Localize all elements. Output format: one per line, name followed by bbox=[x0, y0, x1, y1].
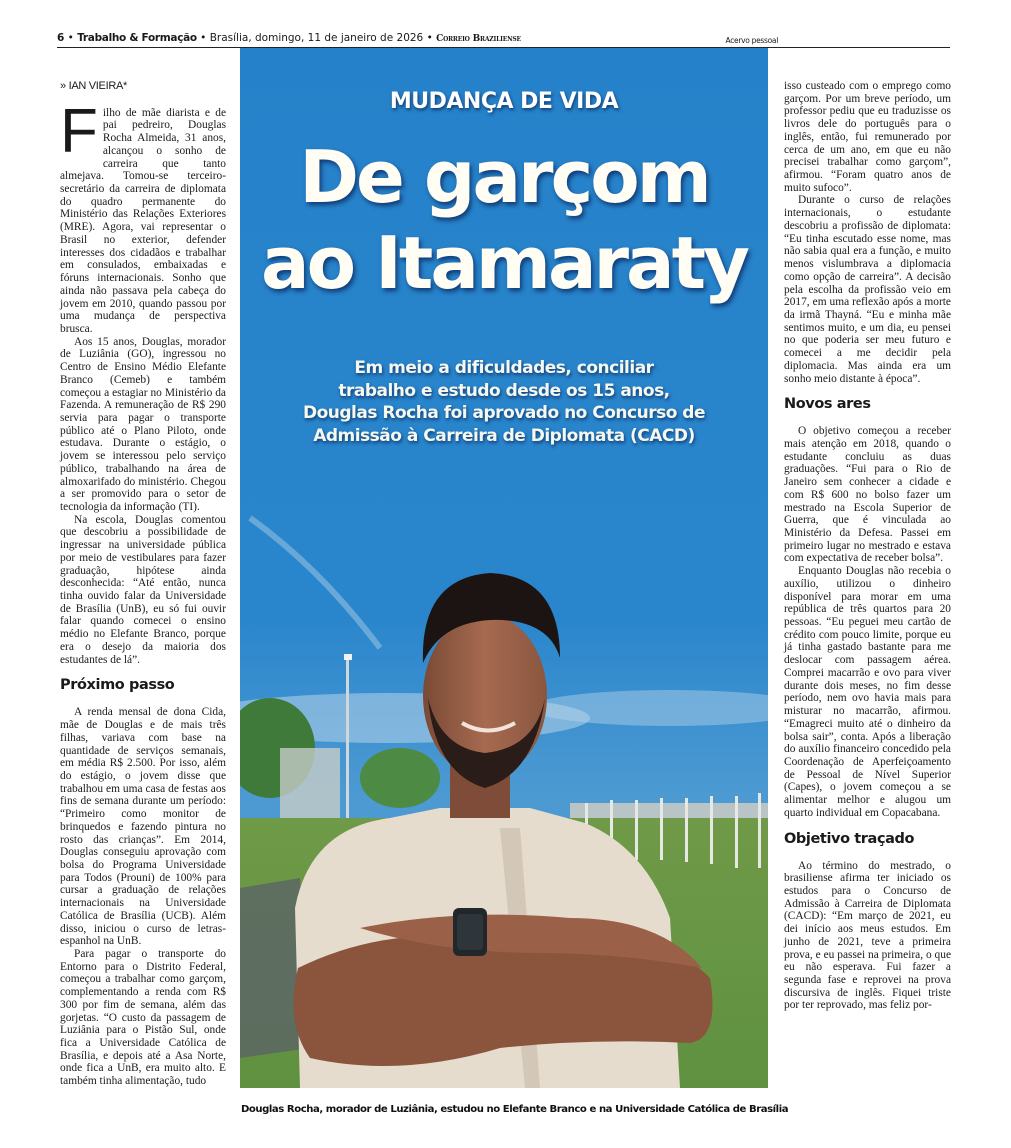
lamp-head bbox=[344, 654, 352, 660]
dek-line: Admissão à Carreira de Diplomata (CACD) bbox=[313, 425, 695, 446]
article-paragraph: isso custeado com o emprego como garçom. Por um breve período, um professor pediu que eu traduzisse os livros dele do português para o inglês, então, fui remunerado por cerca de um ano, em que eu não precisei trabalhar como garçom”, afirmou. “Foram quatro anos de muito sufoco”. bbox=[784, 80, 951, 194]
folio-bullet: • bbox=[67, 32, 74, 44]
headline bbox=[240, 134, 768, 306]
watch-screen bbox=[457, 914, 483, 950]
subhead-objetivo-tracado: Objetivo traçado bbox=[784, 830, 915, 847]
page-folio bbox=[57, 32, 950, 48]
subhead-novos-ares: Novos ares bbox=[784, 396, 871, 413]
dek-line: Douglas Rocha foi aprovado no Concurso de bbox=[302, 403, 706, 423]
article-paragraph: Aos 15 anos, Douglas, morador de Luziânia (GO), ingressou no Centro de Ensino Médio Elefante Branco (Cemeb) e também começou a estagiar no Ministério da Fazenda. A remuneração de R$ 290 servia para pagar o transporte público até o Plano Piloto, onde estudava. Durante o estágio, o jovem se interessou pelo serviço público, trabalhando na área de almoxarifado do ministério. Chegou a ser promovido para o setor de tecnologia da informação (TI). bbox=[60, 335, 226, 513]
headline-line: ao Itamaraty bbox=[261, 221, 747, 305]
kicker: MUDANÇA DE VIDA bbox=[389, 89, 619, 114]
article-paragraph: Enquanto Douglas não recebia o auxílio, utilizou o dinheiro disponível para morar em uma república de três quartos para 20 pessoas. “Eu peguei meu cartão de crédito com pouco limite, porque eu já tinha gastado bastante para me deslocar com passagem aérea. Comprei macarrão e ovo para viver durante dois meses, no fim desse período, nem ovo havia mais para misturar no macarrão, afirmou. “Emagreci muito até o dinheiro da bolsa sair”, conta. Após a liberação do auxílio financeiro concedido pela Coordenação de Aperfeiçoamento de Pessoal de Nível Superior (Capes), o jovem começou a se alimentar melhor e alugou um quarto individual em Copacabana. bbox=[784, 565, 951, 819]
article-paragraph: Durante o curso de relações internacionais, o estudante descobriu a profissão de diplomata: “Eu tinha escutado esse nome, mas não sabia qual era a função, e muito menos vislumbrava a diplomacia como opção de carreira”. A decisão pela escolha da profissão veio em 2017, em uma reflexão após a morte da irmã Thayná. “Eu e minha mãe sentimos muito, e um dia, eu pensei no que poderia ser meu futuro e comecei a me decidir pela diplomacia. Mas ainda era um sonho meio distante à época”. bbox=[784, 194, 951, 385]
lamp-post bbox=[346, 658, 349, 838]
folio-bullet: • bbox=[426, 32, 433, 44]
drop-cap: F bbox=[60, 96, 98, 166]
dek-line: Em meio a dificuldades, conciliar bbox=[354, 358, 654, 378]
subheadline-dek bbox=[240, 357, 768, 447]
page-number: 6 bbox=[57, 32, 65, 44]
article-paragraph bbox=[60, 96, 226, 336]
article-column-right bbox=[784, 80, 951, 1012]
article-paragraph: O objetivo começou a receber mais atenção em 2018, quando o estudante concluiu as duas graduações. “Fui para o Rio de Janeiro sem conhecer a cidade e com R$ 600 no bolso fazer um mestrado na Escola Superior de Guerra, que é vinculada ao Ministério da Defesa. Passei em primeiro lugar no mestrado e estava com expectativa de receber bolsa”. bbox=[784, 425, 951, 565]
article-column-left bbox=[60, 80, 226, 1088]
folio-bullet: • bbox=[200, 32, 207, 44]
article-paragraph: Para pagar o transporte do Entorno para o Distrito Federal, começou a trabalhar como garçom, complementando a renda com R$ 300 por fim de semana, além das gorjetas. “O custo da passagem de Luziânia para o Pistão Sul, onde fica a Universidade Católica de Brasília, e depois até a Asa Norte, onde fica a UnB, era muito alto. E também tinha alimentação, tudo bbox=[60, 948, 226, 1088]
photo-credit: Acervo pessoal bbox=[725, 36, 778, 45]
dek-line: trabalho e estudo desde os 15 anos, bbox=[338, 380, 670, 401]
photo-caption: Douglas Rocha, morador de Luziânia, estudou no Elefante Branco e na Universidade Católica de Brasília bbox=[241, 1104, 789, 1115]
dateline: Brasília, domingo, 11 de janeiro de 2026 bbox=[209, 32, 424, 44]
hero-photo-block bbox=[240, 48, 768, 1088]
byline: » IAN VIEIRA* bbox=[60, 80, 128, 92]
headline-line: De garçom bbox=[299, 135, 709, 219]
article-paragraph: A renda mensal de dona Cida, mãe de Douglas e de mais três filhas, variava com base na quantidade de serviços semanais, em média R$ 2.500. Por isso, além do estágio, o jovem disse que trabalhou em uma casa de festas aos fins de semana durante um período: “Primeiro como monitor de brinquedos e fazendo pintura no rosto das crianças”. Em 2014, Douglas conseguiu aprovação com bolsa do Programa Universidade para Todos (Prouni) de 100% para cursar a graduação de relações internacionais na Universidade Católica de Brasília (UCB). Além disso, iniciou o curso de letras-espanhol na UnB. bbox=[60, 706, 226, 948]
buildings bbox=[280, 748, 340, 818]
subhead-proximo-passo: Próximo passo bbox=[60, 677, 175, 694]
article-paragraph: Ao término do mestrado, o brasiliense afirma ter iniciado os estudos para o Concurso de Admissão à Carreira de Diplomata (CACD): “Em março de 2021, eu dei início aos meus estudos. Em junho de 2021, teve a primeira prova, e eu passei na primeira, o que eu não esperava. Fui fazer a segunda fase e reprovei na prova discursiva de inglês. Fiquei triste por ter reprovado, mas feliz por- bbox=[784, 859, 951, 1012]
newspaper-name: Correio Braziliense bbox=[436, 34, 521, 44]
paragraph-text: ilho de mãe diarista e de pai pedreiro, Douglas Rocha Almeida, 31 anos, alcançou o sonho de carreira que tanto almejava. Tomou-se terceiro-secretário da carreira de diplomata do quadro permanente do Ministério das Relações Exteriores (MRE). Agora, vai representar o Brasil no exterior, defender interesses dos cidadãos e trabalhar em consulados, embaixadas e fóruns internacionais. Sonho que ainda não passava pela cabeça do jovem em 2010, quando passou por uma mudança de perspectiva brusca. bbox=[60, 106, 226, 335]
article-paragraph: Na escola, Douglas comentou que descobriu a possibilidade de ingressar na universidade pública por meio de vestibulares para fazer graduação, hipótese ainda desconhecida: “Até então, nunca tinha ouvido falar da Universidade de Brasília (UnB), eu só fui ouvir falar quando comecei o ensino médio no Elefante Branco, porque era o desejo da maioria dos estudantes de lá”. bbox=[60, 513, 226, 666]
tree bbox=[360, 748, 440, 808]
section-name: Trabalho & Formação bbox=[77, 32, 197, 44]
